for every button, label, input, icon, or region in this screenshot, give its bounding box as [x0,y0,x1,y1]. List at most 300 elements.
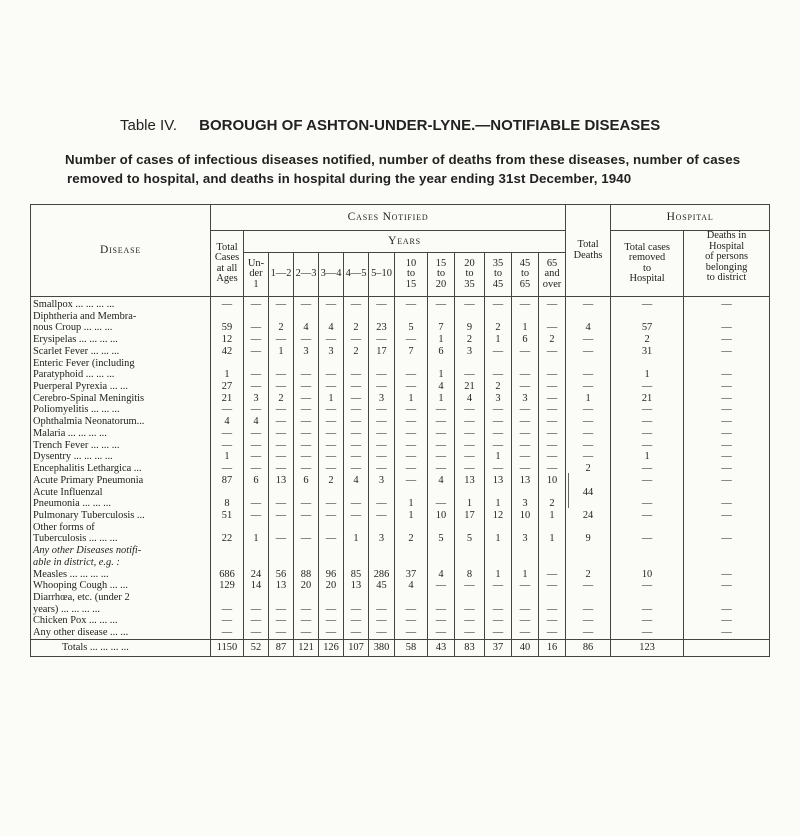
table-cell [369,522,394,534]
table-cell [611,522,683,534]
table-cell: — [492,404,504,416]
table-cell: — [721,381,732,393]
table-cell: — [405,463,417,475]
table-cell: — [582,580,594,592]
table-cell [344,311,368,323]
table-cell [369,311,394,323]
table-cell: — [546,627,558,639]
table-cell: — [325,509,337,521]
table-cell [539,545,565,557]
table-cell: — [546,369,558,381]
table-cell: — [250,381,262,393]
disease-label: Paratyphoid ... ... ... [33,369,115,381]
table-cell: — [376,615,387,627]
table-cell: — [250,404,262,416]
table-cell: — [300,427,312,439]
table-cell [512,311,538,323]
table-cell [395,522,427,534]
table-cell [684,522,769,534]
table-cell: — [376,299,387,310]
table-cell: — [435,427,447,439]
table-cell [485,311,511,323]
table-cell: 1 [353,533,359,545]
table-cell: 59 [221,322,233,334]
table-cell [369,557,394,569]
table-cell [455,545,484,557]
table-cell: 1 [408,392,414,404]
table-cell: — [376,416,387,428]
age-header-under-1: Un- der 1 [244,253,269,297]
table-cell: 24 [582,509,594,521]
table-cell: — [300,451,312,463]
table-cell: — [405,439,417,451]
total-total-deaths: 86 [566,639,611,656]
age-header-2-3: 2—3 [294,253,319,297]
table-cell: — [641,404,653,416]
disease-label: Diarrhœa, etc. (under 2 [33,591,130,603]
table-cell: 21 [221,392,233,404]
table-cell: — [300,603,312,615]
table-cell: — [464,369,475,381]
table-cell: — [492,615,504,627]
table-cell: — [464,299,475,310]
table-cell: — [546,345,558,357]
disease-label: Pulmonary Tuberculosis ... [33,509,145,521]
table-cell: 13 [275,580,287,592]
table-cell: 27 [221,381,233,393]
table-cell [566,545,610,557]
table-cell: — [405,369,417,381]
table-cell: — [325,369,337,381]
table-cell [428,358,454,370]
table-cell [211,592,243,604]
table-cell: — [221,299,233,310]
table-cell [455,592,484,604]
table-cell [611,545,683,557]
table-cell: — [582,334,594,346]
years-header: Years [244,231,566,253]
table-cell [211,522,243,534]
table-cell: — [300,463,312,475]
table-cell: — [250,451,262,463]
table-cell: — [519,451,531,463]
table-cell: — [721,439,732,451]
table-cell: — [275,498,287,510]
disease-label: Acute Influenzal [33,486,103,498]
table-cell: — [350,404,362,416]
table-cell: — [275,334,287,346]
table-cell: — [641,498,653,510]
table-cell: — [492,580,504,592]
table-cell: — [275,627,287,639]
table-cell: — [405,381,417,393]
table-cell: — [721,498,732,510]
total-age-35-45: 37 [485,639,512,656]
table-cell [539,358,565,370]
table-cell: — [464,615,475,627]
table-cell [485,545,511,557]
table-cell [539,522,565,534]
table-cell [319,358,343,370]
table-cell: — [376,381,387,393]
table-cell [428,487,454,499]
table-cell: 4 [438,474,444,486]
table-cell: 1 [438,369,444,381]
table-cell [319,557,343,569]
table-cell: 2 [549,334,555,346]
table-cell: — [350,299,362,310]
table-cell [512,557,538,569]
table-cell: — [582,299,594,310]
table-cell: 9 [585,533,591,545]
table-cell: 3 [522,392,528,404]
table-cell: — [546,299,558,310]
table-cell: — [546,322,558,334]
table-cell: — [300,509,312,521]
age-65-over-column [539,297,566,640]
table-cell [566,557,610,569]
table-cell [485,557,511,569]
table-cell: — [275,404,287,416]
table-cell: 10 [435,509,447,521]
table-cell [684,487,769,499]
disease-label: Acute Primary Pneumonia [33,474,144,486]
table-cell: 6 [253,474,259,486]
table-cell: 87 [221,474,233,486]
table-cell: — [582,416,594,428]
table-cell: 129 [219,580,235,592]
total-cases-column [211,297,244,640]
table-cell: — [325,533,337,545]
table-cell: — [492,299,504,310]
table-cell: — [405,427,417,439]
table-cell: — [519,416,531,428]
table-cell [455,487,484,499]
table-cell [395,358,427,370]
table-cell: — [376,404,387,416]
table-cell: — [405,451,417,463]
table-cell: — [250,603,262,615]
table-cell [344,592,368,604]
table-cell: — [492,416,504,428]
table-cell: — [376,439,387,451]
table-cell: — [350,427,362,439]
table-cell: 1 [253,533,259,545]
table-cell: — [405,474,417,486]
table-cell: 1 [495,533,501,545]
table-cell: — [325,299,337,310]
table-cell: — [275,381,287,393]
table-cell: 1 [522,568,528,580]
disease-label: Puerperal Pyrexia ... ... [33,381,128,393]
age-20-35-column [455,297,485,640]
table-cell: — [492,439,504,451]
grouping-brace [568,473,572,508]
age-3-4-column [319,297,344,640]
disease-label: nous Croup ... ... ... [33,322,113,334]
table-cell: — [721,533,732,545]
table-cell: 3 [378,392,385,404]
total-age-5-10: 380 [369,639,395,656]
table-cell: 4 [466,392,473,404]
table-cell: — [641,615,653,627]
table-cell: — [721,509,732,521]
table-cell: 22 [221,533,233,545]
table-cell: — [721,404,732,416]
table-cell: — [641,474,653,486]
age-45-65-column [512,297,539,640]
table-cell: — [721,451,732,463]
table-cell [344,487,368,499]
disease-label: able in district, e.g. : [33,556,120,568]
table-cell: — [221,427,233,439]
age-1-2-column [269,297,294,640]
table-cell: — [405,615,417,627]
table-cell: — [275,509,287,521]
age-header-35-45: 35 to 45 [485,253,512,297]
table-cell: 3 [328,345,334,357]
table-cell: — [582,439,594,451]
table-cell [294,592,318,604]
disease-label: Tuberculosis ... ... ... [33,533,118,545]
table-cell: 1 [644,451,650,463]
table-cell: — [519,369,531,381]
table-cell [539,487,565,499]
table-cell: 1 [495,334,501,346]
table-cell [211,311,243,323]
disease-label: Ophthalmia Neonatorum... [33,416,145,428]
table-cell: 56 [275,568,287,580]
table-cell: — [376,509,387,521]
table-title: BOROUGH OF ASHTON-UNDER-LYNE.—NOTIFIABLE DISEASES [199,117,661,134]
table-cell: — [250,509,262,521]
table-cell: 286 [373,568,390,580]
table-cell: — [721,474,732,486]
table-cell: — [464,451,475,463]
table-cell: — [221,404,233,416]
table-cell: — [519,439,531,451]
table-cell [566,311,610,323]
disease-label: Diphtheria and Membra- [33,310,137,322]
table-cell: — [721,334,732,346]
table-cell [269,592,293,604]
table-cell [344,358,368,370]
table-cell: — [376,627,387,639]
table-cell: — [721,615,732,627]
age-4-5-column [344,297,369,640]
table-cell: 2 [408,533,414,545]
disease-label: Smallpox ... ... ... ... [33,299,115,310]
table-cell: — [492,427,504,439]
table-cell: — [492,627,504,639]
table-cell: — [519,345,531,357]
table-cell: — [721,463,732,475]
table-cell [369,592,394,604]
table-cell: 3 [303,345,309,357]
table-cell: — [325,463,337,475]
table-cell: — [325,451,337,463]
table-cell [684,557,769,569]
table-cell: — [405,416,417,428]
age-2-3-column [294,297,319,640]
table-cell: — [464,404,475,416]
table-cell [395,311,427,323]
age-header-4-5: 4—5 [344,253,369,297]
table-cell: 21 [464,381,475,393]
age-header-15-20: 15 to 20 [428,253,455,297]
table-cell [428,311,454,323]
table-cell: — [582,603,594,615]
table-cell: 10 [641,568,653,580]
total-age-65-over: 16 [539,639,566,656]
table-cell: — [325,498,337,510]
table-cell: — [435,439,447,451]
table-cell: — [376,427,387,439]
table-cell: — [582,381,594,393]
table-cell: — [275,463,287,475]
table-cell: 2 [328,474,334,486]
table-cell [369,358,394,370]
table-cell: 24 [250,568,262,580]
table-cell: 4 [253,416,259,428]
table-cell [611,311,683,323]
table-cell: — [325,334,337,346]
table-cell: — [464,603,475,615]
table-cell [294,557,318,569]
table-cell [512,592,538,604]
table-cell: — [350,392,362,404]
table-cell: — [641,603,653,615]
table-cell: — [221,463,233,475]
table-cell: — [405,627,417,639]
table-cell: 2 [278,322,284,334]
table-cell: — [582,627,594,639]
table-cell [611,487,683,499]
table-cell: — [405,334,417,346]
table-cell: — [435,615,447,627]
table-cell: — [721,568,732,580]
table-cell: 10 [519,509,531,521]
table-cell: 1 [495,498,501,510]
table-cell: — [350,603,362,615]
table-cell: 1 [224,369,230,381]
table-cell: — [250,439,262,451]
deaths-in-hospital-header: Deaths in Hospital of persons belonging to district [684,231,770,297]
table-cell [269,545,293,557]
table-cell: — [721,369,732,381]
table-cell [344,557,368,569]
age-35-45-column [485,297,512,640]
table-cell: — [250,498,262,510]
total-under-1: 52 [244,639,269,656]
age-header-45-65: 45 to 65 [512,253,539,297]
table-cell: — [641,627,653,639]
table-cell: 1 [549,509,555,521]
table-cell: — [300,404,312,416]
table-cell [539,311,565,323]
table-cell: 13 [464,474,475,486]
disease-label: Other forms of [33,521,95,533]
table-cell: — [546,392,558,404]
table-cell: — [325,627,337,639]
table-cell: — [275,416,287,428]
table-cell: — [546,580,558,592]
table-cell [244,358,268,370]
table-cell [539,592,565,604]
table-cell: — [350,334,362,346]
table-cell: 6 [522,334,528,346]
table-cell: — [519,580,531,592]
table-cell: 7 [408,345,414,357]
table-cell [512,522,538,534]
table-cell [344,522,368,534]
table-cell: 3 [466,345,473,357]
table-cell: 96 [325,568,337,580]
age-10-15-column [395,297,428,640]
totals-row [31,639,770,656]
table-cell: — [721,603,732,615]
table-cell [512,545,538,557]
disease-label: Measles ... ... ... ... [33,568,109,580]
table-cell: — [582,451,594,463]
disease-label: Scarlet Fever ... ... ... [33,345,120,357]
table-cell: — [582,404,594,416]
table-cell: — [221,439,233,451]
table-cell [244,592,268,604]
age-header-20-35: 20 to 35 [455,253,485,297]
table-cell: — [376,451,387,463]
table-cell: — [300,627,312,639]
table-cell [269,487,293,499]
table-cell: — [721,427,732,439]
table-cell [566,498,610,510]
table-cell: — [721,580,732,592]
table-cell: 1 [278,345,284,357]
table-cell: — [464,627,475,639]
table-cell: — [275,299,287,310]
table-cell: — [721,627,732,639]
table-cell [244,487,268,499]
table-cell: — [300,439,312,451]
table-cell: — [221,603,233,615]
table-cell: — [275,439,287,451]
subtitle-line-1: Number of cases of infectious diseases notified, number of deaths from these diseases, number of cases [65,152,741,167]
table-cell: 20 [325,580,337,592]
table-cell: — [546,615,558,627]
table-cell: — [350,381,362,393]
table-cell [294,545,318,557]
table-cell [684,545,769,557]
age-15-20-column [428,297,455,640]
table-cell: 1 [495,568,501,580]
table-cell [244,557,268,569]
age-header-5-10: 5–10 [369,253,395,297]
total-age-4-5: 107 [344,639,369,656]
table-cell: 1 [438,392,444,404]
table-cell [684,358,769,370]
table-cell: 686 [219,568,235,580]
disease-label: Malaria ... ... ... ... [33,427,107,439]
table-cell [269,522,293,534]
table-cell [319,311,343,323]
table-cell: 1 [585,392,591,404]
disease-label: Any other Diseases notifi- [33,545,142,557]
table-cell: 13 [275,474,287,486]
table-cell: — [519,427,531,439]
table-cell: 17 [376,345,387,357]
table-cell [395,545,427,557]
table-cell: 1 [328,392,334,404]
